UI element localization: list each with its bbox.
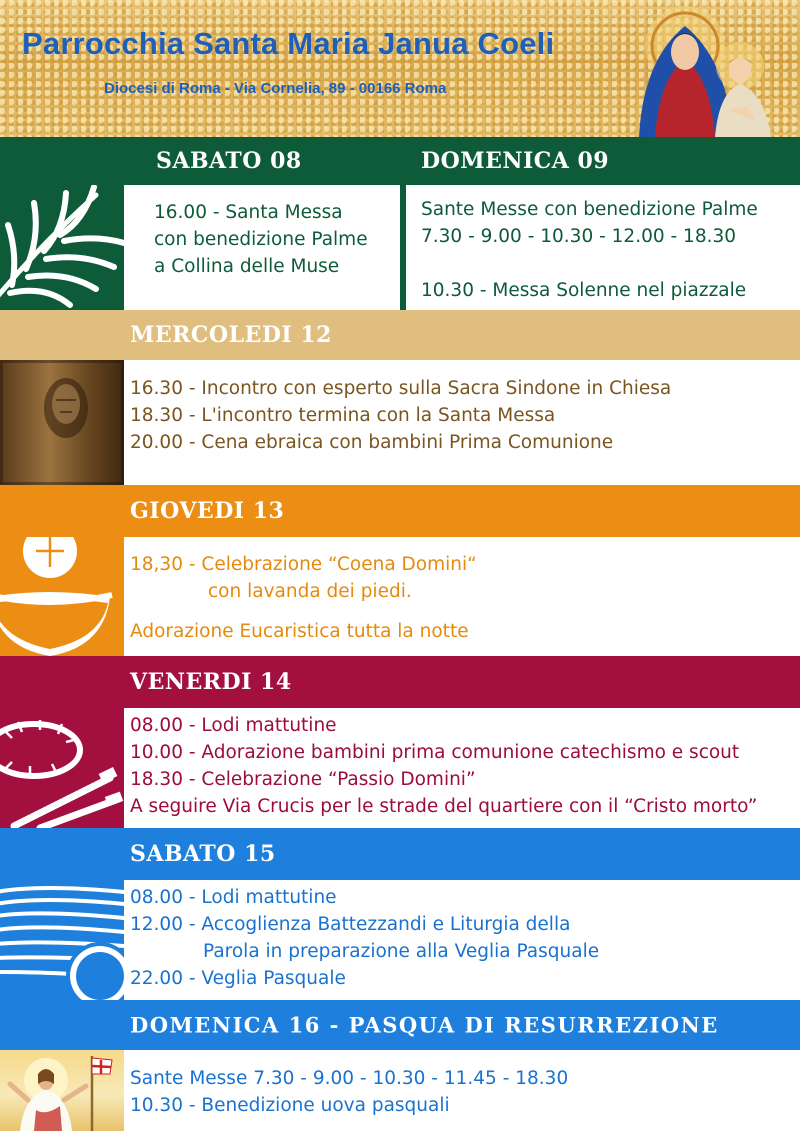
day-title-friday-14: VENERDI 14: [130, 669, 292, 695]
schedule-line: 18.30 - Celebrazione “Passio Domini”: [130, 769, 476, 790]
palm-panel: [0, 185, 124, 310]
day-title-wednesday-12: MERCOLEDI 12: [130, 322, 332, 348]
schedule-line: 10.30 - Benedizione uova pasquali: [130, 1095, 450, 1116]
header-banner: [0, 0, 800, 137]
schedule-line: a Collina delle Muse: [154, 256, 340, 277]
schedule-line: 08.00 - Lodi mattutine: [130, 715, 337, 736]
day-title-thursday-13: GIOVEDI 13: [130, 498, 285, 524]
schedule-line: A seguire Via Crucis per le strade del quartiere con il “Cristo morto”: [130, 796, 758, 817]
schedule-line: Adorazione Eucaristica tutta la notte: [130, 621, 469, 642]
parish-address: Diocesi di Roma - Via Cornelia, 89 - 00166 Roma: [104, 80, 447, 97]
schedule-line: con benedizione Palme: [154, 229, 368, 250]
shroud-icon: [0, 360, 124, 485]
sunday-content: [124, 1050, 800, 1131]
schedule-line: 18,30 - Celebrazione “Coena Domini“: [130, 554, 477, 575]
saturday-content: [124, 880, 800, 1000]
schedule-line: con lavanda dei piedi.: [208, 581, 412, 602]
schedule-line: Parola in preparazione alla Veglia Pasquale: [203, 941, 600, 962]
thursday-content: [124, 537, 800, 656]
parish-title: Parrocchia Santa Maria Janua Coeli: [22, 26, 555, 61]
palm-leaf-icon: [0, 185, 124, 310]
saturday-header-bar: [0, 828, 800, 880]
schedule-line: 12.00 - Accoglienza Battezzandi e Liturgia della: [130, 914, 571, 935]
palms-header-bar: [0, 137, 800, 185]
schedule-line: 22.00 - Veglia Pasquale: [130, 968, 346, 989]
day-title-sunday-16: DOMENICA 16 - PASQUA DI RESURREZIONE: [130, 1012, 719, 1038]
friday-content: [124, 708, 800, 828]
tomb-panel: [0, 880, 124, 1000]
host-chalice-icon: [0, 537, 124, 656]
risen-christ-panel: [0, 1050, 124, 1131]
friday-header-bar: [0, 656, 800, 708]
wednesday-header-bar: [0, 310, 800, 360]
schedule-line: 16.00 - Santa Messa: [154, 202, 343, 223]
crown-of-thorns-icon: [0, 708, 124, 828]
day-title-saturday-15: SABATO 15: [130, 841, 276, 867]
risen-christ-icon: [0, 1050, 124, 1131]
schedule-line: 08.00 - Lodi mattutine: [130, 887, 337, 908]
schedule-line: 18.30 - L'incontro termina con la Santa Messa: [130, 405, 556, 426]
schedule-line: 10.30 - Messa Solenne nel piazzale: [421, 280, 747, 301]
schedule-line: 16.30 - Incontro con esperto sulla Sacra Sindone in Chiesa: [130, 378, 672, 399]
tomb-stone-icon: [0, 880, 124, 1000]
sunday-09-content: [406, 185, 800, 310]
host-chalice-panel: [0, 537, 124, 656]
schedule-line: 7.30 - 9.00 - 10.30 - 12.00 - 18.30: [421, 226, 737, 247]
wednesday-content: [124, 360, 800, 485]
madonna-and-child-icon: [615, 0, 800, 137]
schedule-line: Sante Messe 7.30 - 9.00 - 10.30 - 11.45 - 18.30: [130, 1068, 569, 1089]
day-title-sunday-09: DOMENICA 09: [421, 148, 610, 174]
thursday-header-bar: [0, 485, 800, 537]
schedule-line: 20.00 - Cena ebraica con bambini Prima Comunione: [130, 432, 614, 453]
crown-of-thorns-panel: [0, 708, 124, 828]
sunday-header-bar: [0, 1000, 800, 1050]
saturday-08-content: [124, 185, 400, 310]
schedule-line: Sante Messe con benedizione Palme: [421, 199, 758, 220]
day-title-saturday-08: SABATO 08: [156, 148, 302, 174]
shroud-panel: [0, 360, 124, 485]
schedule-line: 10.00 - Adorazione bambini prima comunione catechismo e scout: [130, 742, 740, 763]
